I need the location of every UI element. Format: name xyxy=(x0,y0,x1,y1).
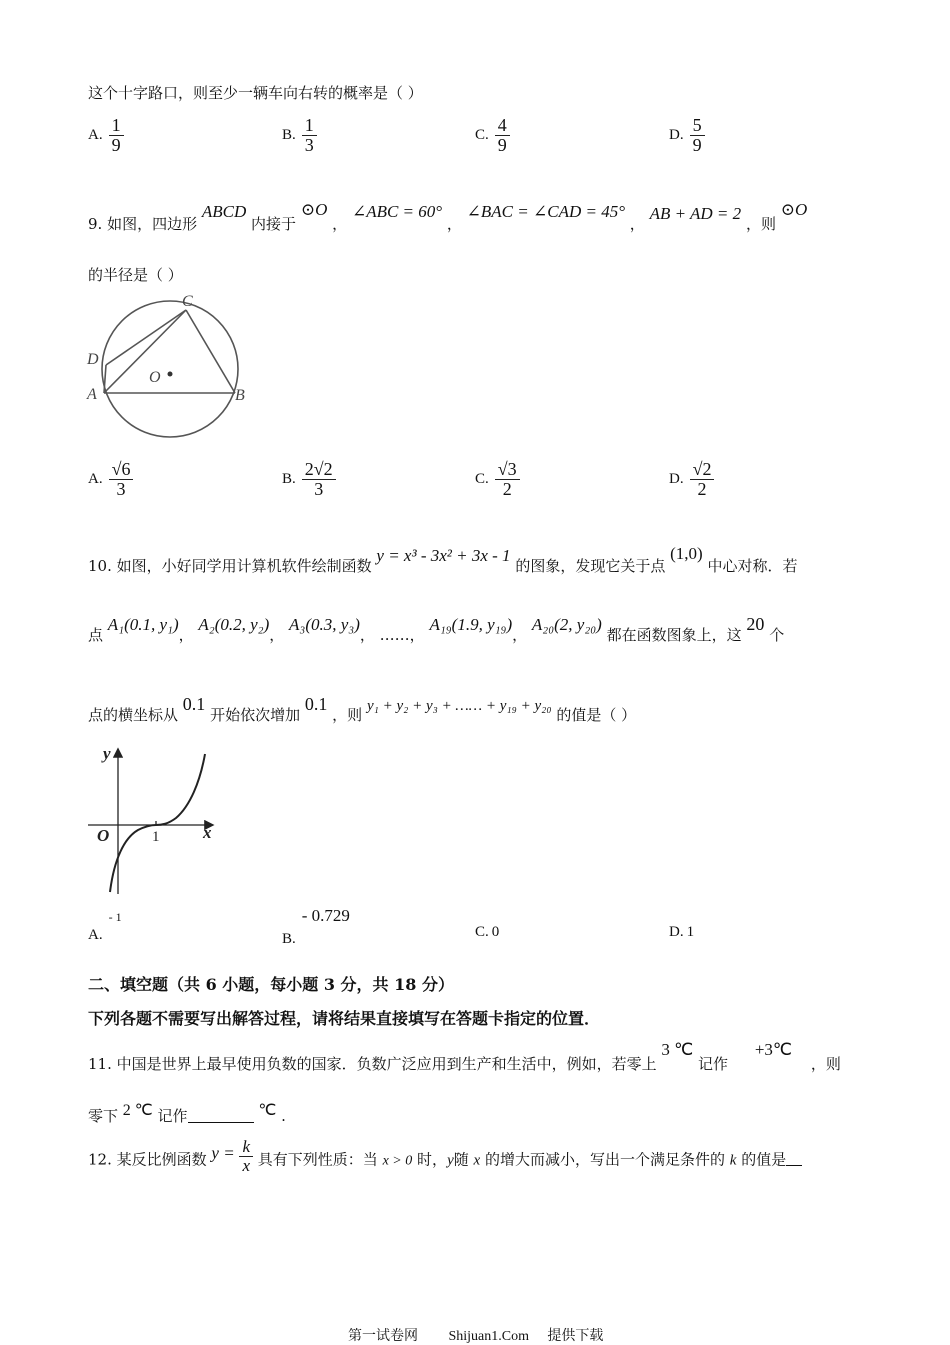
q10-option-b[interactable]: B.- 0.729 xyxy=(282,906,350,947)
q10-label-1: 1 xyxy=(152,829,160,845)
q11-line1: 11. 中国是世界上最早使用负数的国家．负数广泛应用到生产和生活中，例如，若零上 3 ℃ 记作 +3℃ ，则 xyxy=(88,1040,841,1073)
footer-url[interactable]: Shijuan1.Com xyxy=(448,1329,529,1344)
q9-figure xyxy=(84,290,254,445)
q8-option-d[interactable]: D. $\frac{5}{9}$ xyxy=(669,116,705,155)
q10-label-y: y xyxy=(103,744,111,763)
q9-label-c: C xyxy=(182,293,193,310)
section2-title: 二、填空题（共 6 小题，每小题 3 分，共 18 分） xyxy=(88,975,454,994)
q10-option-c[interactable]: C. 0 xyxy=(475,924,500,941)
q12-line: 12. 某反比例函数 y = $\frac{k}{x}$ 具有下列性质：当 x > 0 时，y随 x 的增大而减小，写出一个满足条件的 k 的值是 xyxy=(88,1138,802,1175)
q9-stem-line2: 的半径是（ ） xyxy=(88,266,183,284)
q8-option-b[interactable]: B. $\frac{1}{3}$ xyxy=(282,116,317,155)
q11-answer-blank[interactable] xyxy=(188,1108,254,1123)
q9-option-a[interactable]: A. $\frac{√6}{3}$ xyxy=(88,460,133,499)
q9-option-b[interactable]: B. $\frac{2√2}{3}$ xyxy=(282,460,336,499)
q8-stem: 这个十字路口，则至少一辆车向右转的概率是（ ） xyxy=(88,84,423,102)
q9-option-d[interactable]: D. $\frac{√2}{2}$ xyxy=(669,460,714,499)
q8-option-a[interactable]: A. $\frac{1}{9}$ xyxy=(88,116,124,155)
q12-answer-blank[interactable] xyxy=(786,1151,802,1166)
q8-option-c[interactable]: C. $\frac{4}{9}$ xyxy=(475,116,510,155)
q10-label-o: O xyxy=(97,826,110,845)
q10-stem-line3: 点的横坐标从 0.1 开始依次增加 0.1 ，则 y₁ + y₂ + y₃ + …… + y₁₉ + y₂₀ 的值是（ ） xyxy=(88,694,637,724)
q9-label-a: A xyxy=(87,386,97,403)
q9-option-c[interactable]: C. $\frac{√3}{2}$ xyxy=(475,460,520,499)
q10-stem-line2: 点 A₁(0.1, y₁)， A₂(0.2, y₂)， A₃(0.3, y₃)， ……， A₁₉(1.9, y₁₉)， A₂₀(2, y₂₀) 都在函数图象上，这 20 个 xyxy=(88,614,785,644)
q10-option-d[interactable]: D. 1 xyxy=(669,924,695,941)
q9-label-b: B xyxy=(235,387,245,404)
q10-label-x: x xyxy=(203,823,212,842)
q10-figure xyxy=(86,742,226,897)
q11-line2: 零下 2 ℃ 记作 ℃ . xyxy=(88,1102,286,1125)
footer-note: 提供下载 xyxy=(547,1328,604,1344)
q10-curve xyxy=(110,754,205,892)
q10-stem-line1: 10. 如图，小好同学用计算机软件绘制函数 y = x³ - 3x² + 3x - 1 的图象，发现它关于点 (1,0) 中心对称．若 xyxy=(88,544,798,575)
q9-label-o: O xyxy=(149,369,161,386)
page-footer xyxy=(348,1325,603,1345)
q9-label-d: D xyxy=(87,351,99,368)
footer-site: 第一试卷网 xyxy=(348,1328,418,1344)
q10-option-a[interactable]: A.$^{- 1}$ xyxy=(88,910,122,943)
section2-instruction: 下列各题不需要写出解答过程，请将结果直接填写在答题卡指定的位置． xyxy=(88,1009,601,1028)
q9-stem-line1: 9. 如图，四边形 ABCD 内接于 ⊙O ， ∠ABC = 60° ， ∠BAC = ∠CAD = 45° ， AB + AD = 2 ，则 ⊙O xyxy=(88,200,808,233)
